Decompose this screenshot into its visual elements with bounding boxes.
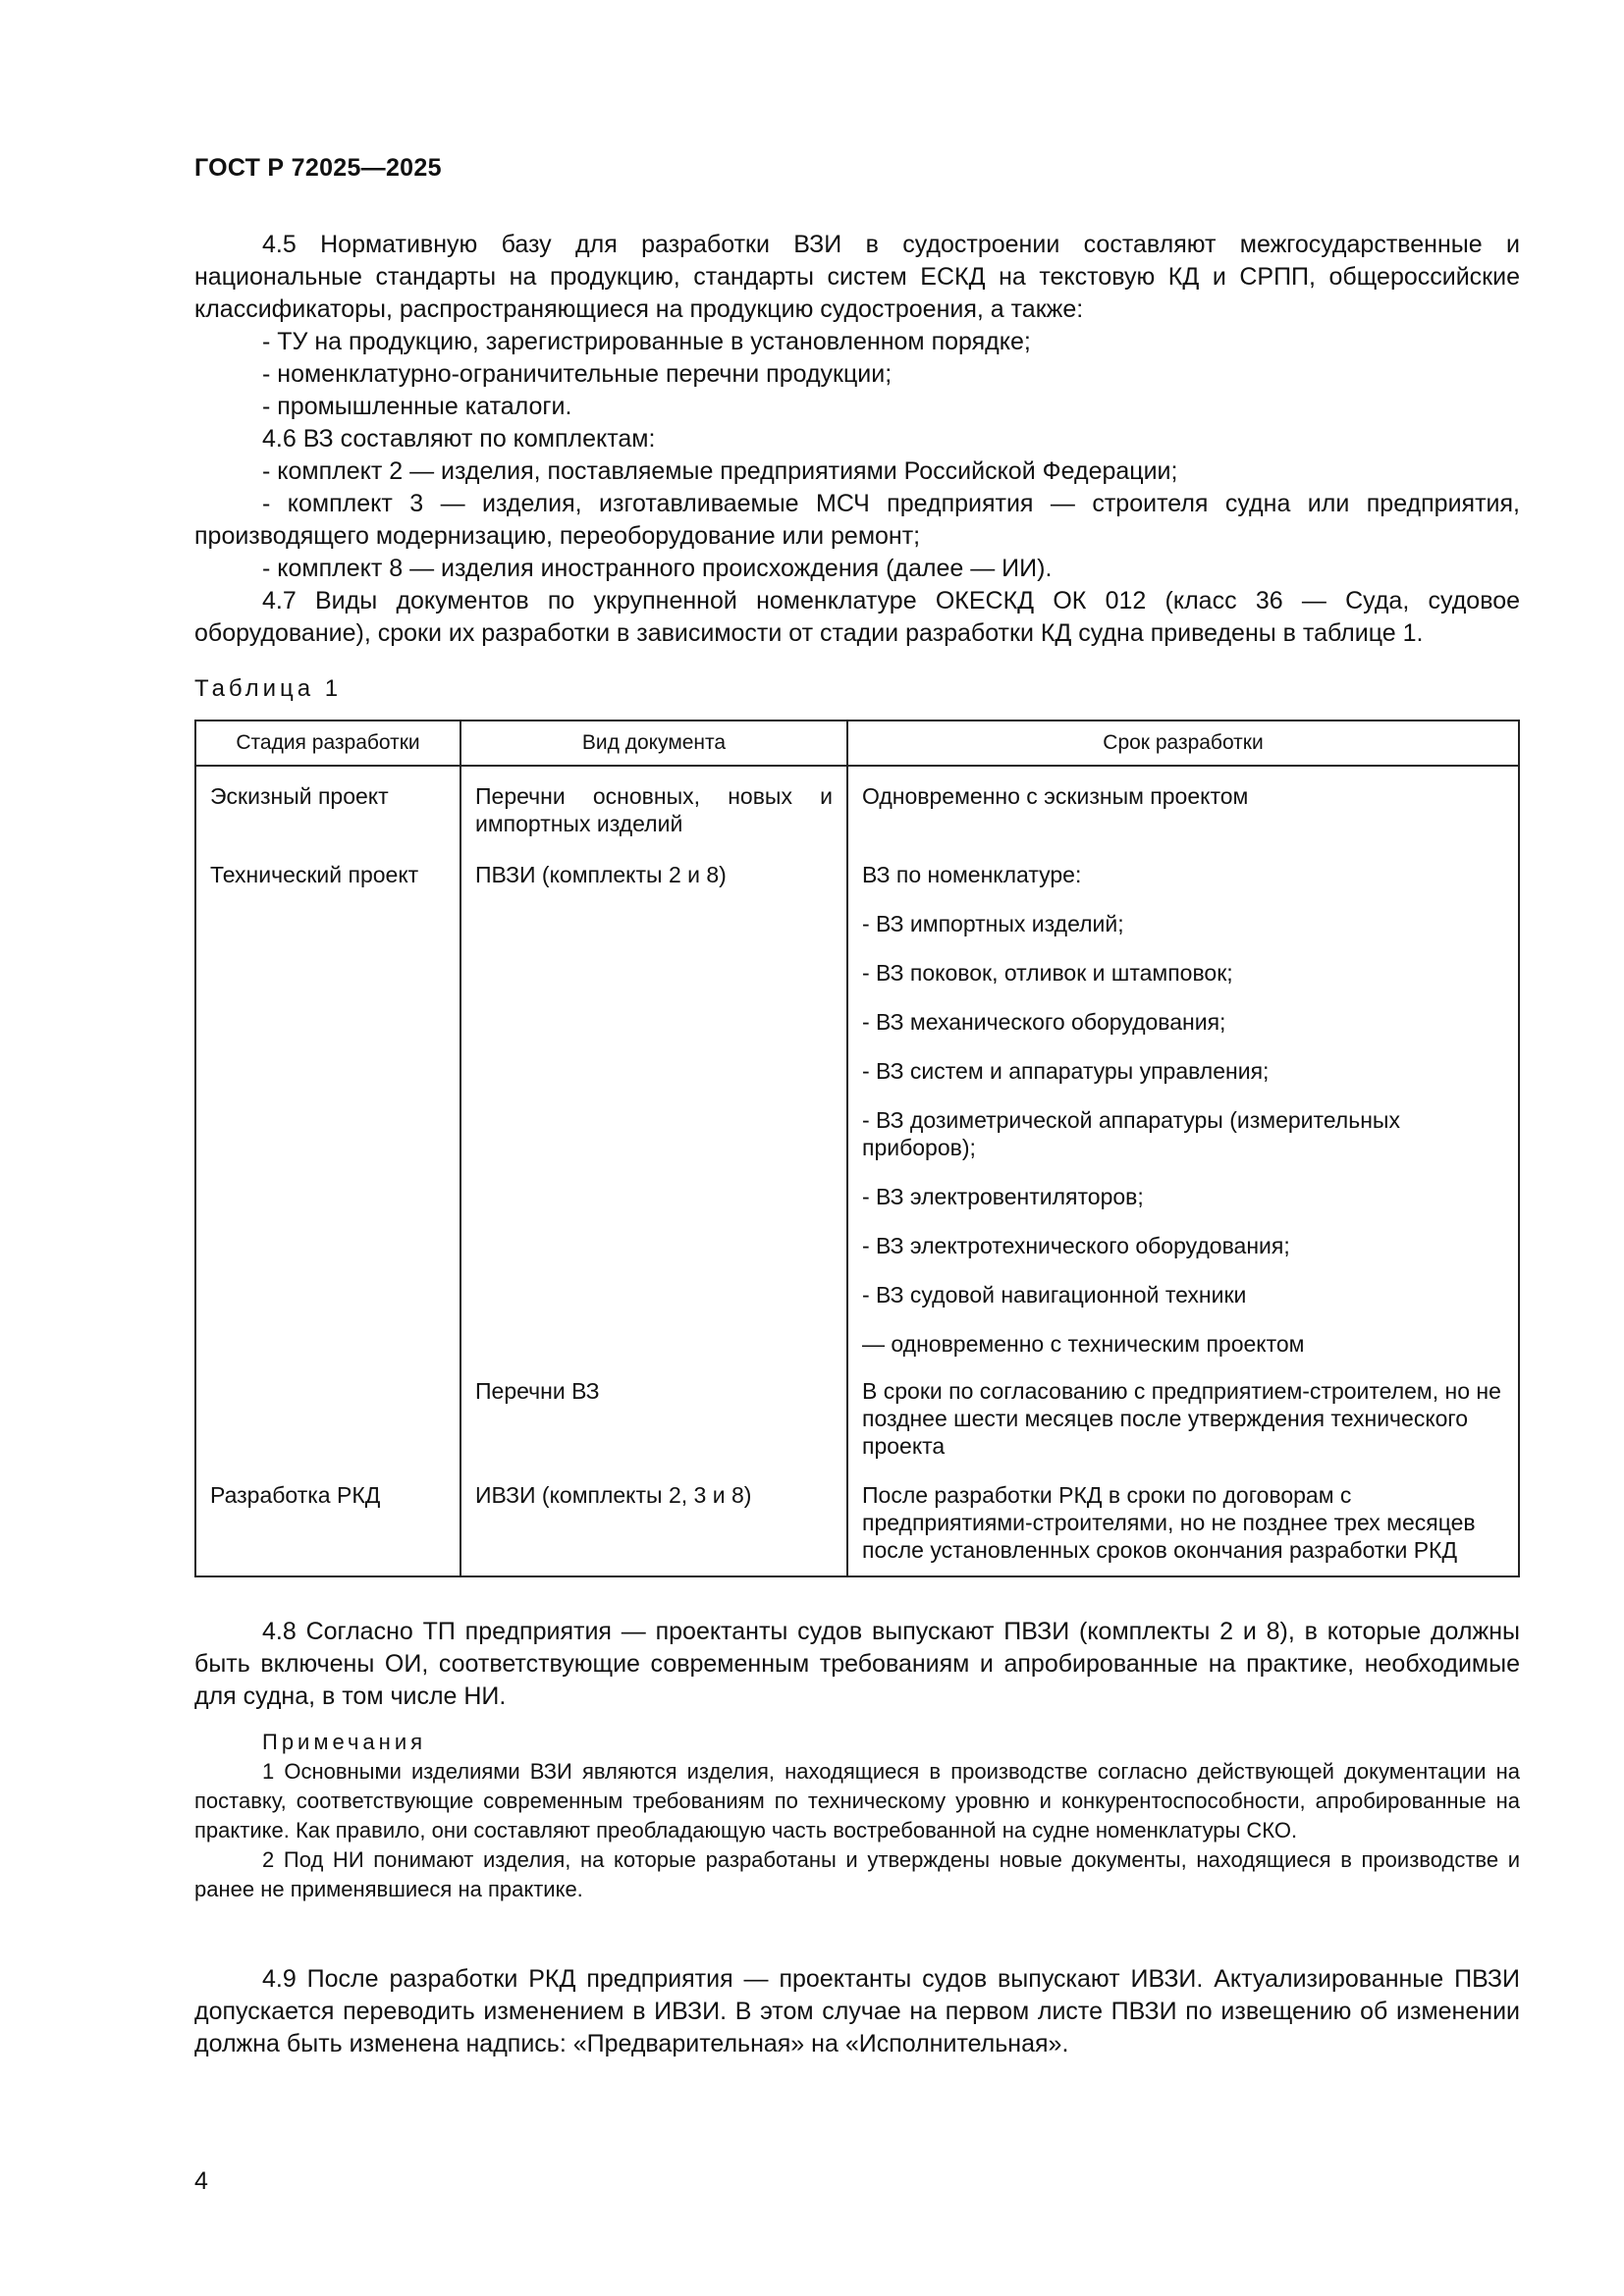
table-row [195, 1460, 1519, 1576]
column-header-document: Вид документа [460, 721, 847, 766]
table-row [195, 766, 1519, 837]
cell-stage [195, 1358, 460, 1460]
cell-stage: Технический проект [195, 837, 460, 1358]
term-item: - ВЗ механического оборудования; [862, 1009, 1226, 1035]
paragraph-4-6: 4.6 ВЗ составляют по комплектам: [262, 425, 656, 453]
section-4-9 [194, 1963, 1520, 2060]
paragraph-4-9: 4.9 После разработки РКД предприятия — проектанты судов выпускают ИВЗИ. Актуализированные ПВЗИ допускается переводить изменением в ИВЗИ. В этом случае на первом листе ПВЗИ по извещению об изменении должна быть изменена надпись: «Предварительная» на «Исполнительная». [194, 1965, 1520, 2057]
table-1 [194, 720, 1520, 1577]
cell-term: Одновременно с эскизным проектом [847, 766, 1519, 837]
term-item: - ВЗ судовой навигационной техники [862, 1282, 1247, 1308]
table-row [195, 837, 1519, 1358]
cell-document: ИВЗИ (комплекты 2, 3 и 8) [460, 1460, 847, 1576]
term-item: - ВЗ электротехнического оборудования; [862, 1233, 1290, 1258]
cell-term-list [847, 837, 1519, 1358]
term-item: — одновременно с техническим проектом [862, 1331, 1305, 1357]
term-item: - ВЗ импортных изделий; [862, 911, 1124, 936]
standard-designation: ГОСТ Р 72025—2025 [194, 154, 442, 182]
list-item: - номенклатурно-ограничительные перечни продукции; [262, 360, 893, 388]
notes-heading: Примечания [262, 1730, 427, 1754]
list-item: - промышленные каталоги. [262, 393, 572, 420]
cell-stage: Эскизный проект [195, 766, 460, 837]
list-item: - комплект 3 — изделия, изготавливаемые МСЧ предприятия — строителя судна или предприятия, производящего модернизацию, переоборудование или ремонт; [194, 490, 1520, 550]
page-number: 4 [194, 2167, 208, 2195]
section-4-8 [194, 1616, 1520, 1713]
cell-document: Перечни ВЗ [460, 1358, 847, 1460]
list-item: - ТУ на продукцию, зарегистрированные в установленном порядке; [262, 328, 1031, 355]
cell-term: В сроки по согласованию с предприятием-строителем, но не позднее шести месяцев после утверждения технического проекта [847, 1358, 1519, 1460]
term-item: - ВЗ систем и аппаратуры управления; [862, 1058, 1270, 1084]
note-item: 1 Основными изделиями ВЗИ являются изделия, находящиеся в производстве согласно действующей документации на поставку, соответствующие современным требованиям по техническому уровню и конкурентоспособности, апробированные на практике. Как правило, они составляют преобладающую часть востребованной на судне номенклатуры СКО. [194, 1759, 1520, 1842]
list-item: - комплект 2 — изделия, поставляемые предприятиями Российской Федерации; [262, 457, 1178, 485]
column-header-term: Срок разработки [847, 721, 1519, 766]
cell-document: Перечни основных, новых и импортных изделий [460, 766, 847, 837]
note-item: 2 Под НИ понимают изделия, на которые разработаны и утверждены новые документы, находящиеся в производстве и ранее не применявшиеся на практике. [194, 1847, 1520, 1901]
intro-section [194, 229, 1520, 650]
paragraph-4-7: 4.7 Виды документов по укрупненной номенклатуре ОКЕСКД ОК 012 (класс 36 — Суда, судовое оборудование), сроки их разработки в зависимости от стадии разработки КД судна приведены в таблице 1. [194, 587, 1520, 647]
column-header-stage: Стадия разработки [195, 721, 460, 766]
table-row [195, 1358, 1519, 1460]
list-item: - комплект 8 — изделия иностранного происхождения (далее — ИИ). [262, 555, 1053, 582]
notes-block [194, 1728, 1520, 1904]
term-item: - ВЗ поковок, отливок и штамповок; [862, 960, 1233, 986]
paragraph-4-8: 4.8 Согласно ТП предприятия — проектанты судов выпускают ПВЗИ (комплекты 2 и 8), в которые должны быть включены ОИ, соответствующие современным требованиям и апробированные на практике, необходимые для судна, в том числе НИ. [194, 1618, 1520, 1710]
cell-stage: Разработка РКД [195, 1460, 460, 1576]
cell-document: ПВЗИ (комплекты 2 и 8) [460, 837, 847, 1358]
cell-term: После разработки РКД в сроки по договорам с предприятиями-строителями, но не позднее трех месяцев после установленных сроков окончания разработки РКД [847, 1460, 1519, 1576]
paragraph-4-5: 4.5 Нормативную базу для разработки ВЗИ в судостроении составляют межгосударственные и национальные стандарты на продукцию, стандарты систем ЕСКД на текстовую КД и СРПП, общероссийские классификаторы, распространяющиеся на продукцию судостроения, а также: [194, 231, 1520, 323]
term-item: ВЗ по номенклатуре: [862, 862, 1082, 887]
table-caption: Таблица 1 [194, 675, 343, 702]
term-item: - ВЗ электровентиляторов; [862, 1184, 1144, 1209]
term-item: - ВЗ дозиметрической аппаратуры (измерительных приборов); [862, 1107, 1400, 1160]
table-header-row [195, 721, 1519, 766]
